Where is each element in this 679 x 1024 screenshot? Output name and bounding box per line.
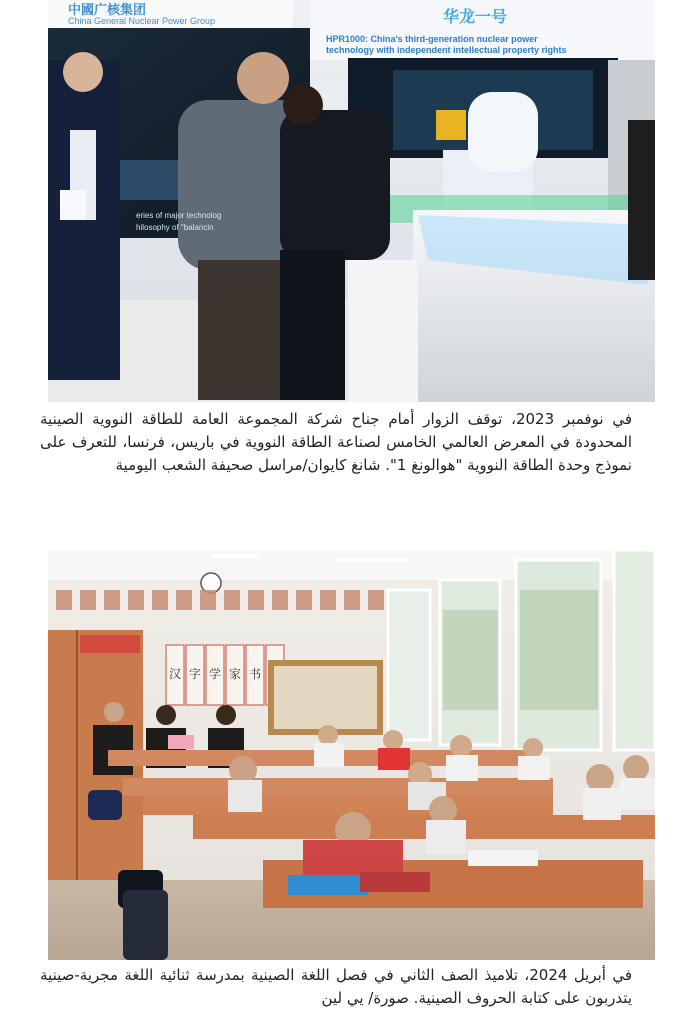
wall-char-2: 字 (189, 667, 202, 681)
screen-text-line1: eries of major technolog (136, 211, 222, 220)
wall-char-1: 汉 (169, 667, 182, 681)
photo-caption-2: في أبريل 2024، تلاميذ الصف الثاني في فصل اللغة الصينية بمدرسة ثنائية اللغة مجرية-صينية يتدربون على كتابة الحروف الصينية. صورة/ يي لين (40, 966, 632, 1007)
wall-char-4: 家 (229, 667, 242, 681)
banner-right-chinese: 华龙一号 (443, 7, 508, 26)
classroom-photo (48, 550, 655, 960)
banner-right-english-line1: HPR1000: China's third-generation nuclear power (326, 34, 538, 44)
wall-char-3: 学 (209, 667, 222, 681)
banner-left-subtext: China General Nuclear Power Group (68, 16, 216, 26)
banner-left-text: 中國广核集团 (68, 2, 147, 17)
expo-booth-photo (48, 0, 655, 402)
wall-char-5: 书 (249, 667, 262, 681)
banner-right-english-line2: technology with independent intellectual property rights (326, 45, 567, 55)
screen-text-line2: hilosophy of "balancin (136, 223, 214, 232)
photo-caption-1: في نوفمبر 2023، توقف الزوار أمام جناح شركة المجموعة العامة للطاقة النووية الصينية المحدودة في المعرض العالمي الخامس لصناعة الطاقة النووية في باريس، فرنسا، للتعرف على نموذج وحدة الطاقة النووية "هوالونغ 1". شانغ كايوان/مراسل صحيفة الشعب اليومية (40, 410, 632, 474)
